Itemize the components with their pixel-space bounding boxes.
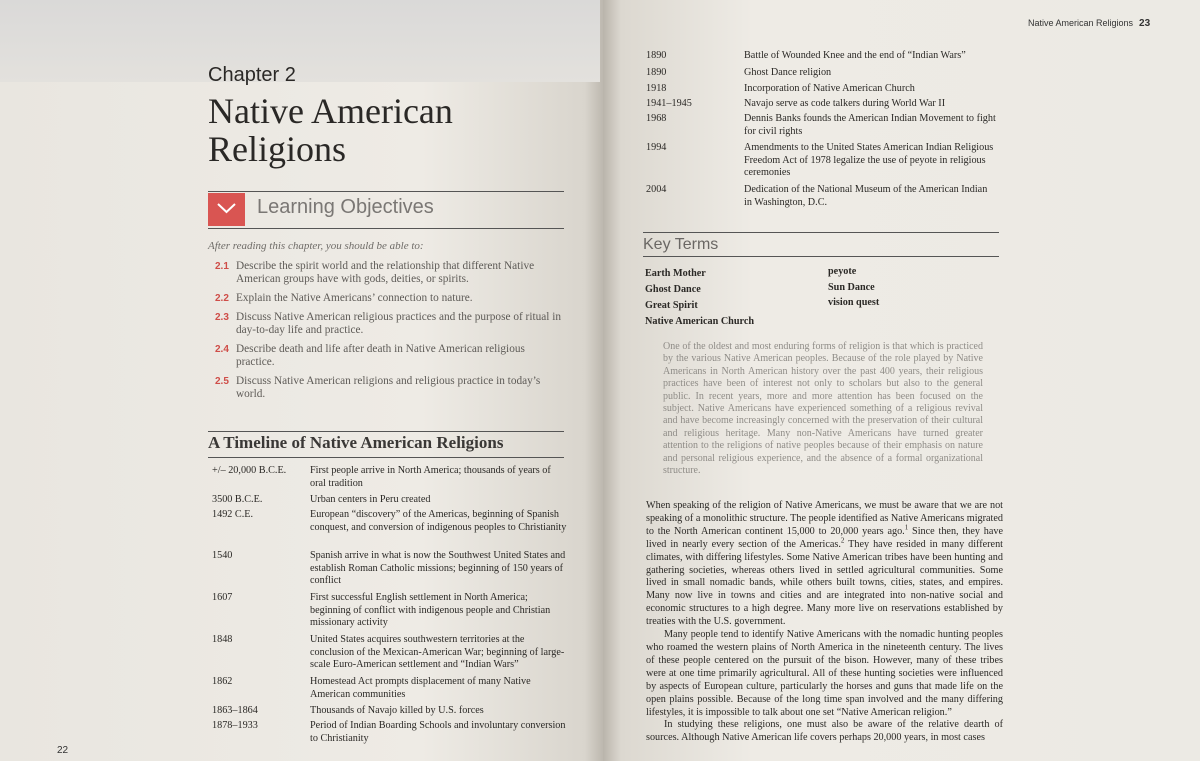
timeline-row [212, 634, 567, 672]
timeline-event: First people arrive in North America; thousands of years of oral tradition [310, 465, 551, 489]
key-term: Earth Mother [645, 268, 706, 279]
body-text-run: They have resided in many different climates, with differing lifestyles. Some Native American tribes have been hunting and gathering societies, whereas others lived in settled agricultural communities. Some lived in small nomadic bands, while others built towns, cities, states, and empires. Many now live in towns and cities and are integrated into non-native social and economic structures to a high degree. Many more live on reservations established by treaties with the U.S. government. [646, 538, 1004, 628]
timeline-date: 1540 [212, 550, 233, 561]
timeline-date: 1918 [646, 83, 667, 94]
timeline-date: 1968 [646, 113, 667, 124]
timeline-event: Thousands of Navajo killed by U.S. forces [310, 705, 484, 716]
timeline-event: Navajo serve as code talkers during World War II [744, 98, 946, 109]
timeline-date: 1890 [646, 50, 667, 61]
timeline-row [212, 550, 567, 588]
objective-text: Discuss Native American religious practices and the purpose of ritual in day-to-day life and practice. [236, 311, 562, 336]
timeline-event: Incorporation of Native American Church [744, 83, 915, 94]
timeline-date: +/– 20,000 B.C.E. [212, 465, 287, 476]
timeline-row [212, 494, 567, 507]
timeline-heading: A Timeline of Native American Religions [208, 433, 504, 452]
key-term: vision quest [828, 297, 880, 308]
timeline-date: 1941–1945 [646, 98, 692, 109]
timeline-date: 3500 B.C.E. [212, 494, 263, 505]
right-page [603, 0, 1200, 761]
key-terms-heading: Key Terms [643, 236, 719, 253]
timeline-row [212, 676, 567, 701]
timeline-event: Dedication of the National Museum of the American Indian in Washington, D.C. [744, 184, 988, 208]
objective-number: 2.4 [215, 344, 229, 355]
objective-number: 2.2 [215, 293, 229, 304]
objective-item [215, 292, 565, 305]
objective-text: Discuss Native American religions and religious practice in today’s world. [236, 375, 541, 400]
intro-paragraph: One of the oldest and most enduring forms of religion is that which is practiced by the various Native American peoples. Because of the role played by Native Americans in North American history over the past 400 years, their religious practices have been of interest not only to scholars but also to the general public. In recent years, more and more attention has been focused on the subject. Native Americans have experienced something of a religious revival and have become increasingly concerned with the preservation of their cultural and religious heritage. Many non-Native Americans have turned greater attention to the religions of native peoples because of their emphasis on nature and personal religious experience, and the absence of a formal organizational structure. [663, 341, 983, 477]
page-number: 23 [1139, 18, 1151, 29]
timeline-top-rule [208, 431, 564, 432]
timeline-row [646, 67, 996, 80]
timeline-event: Urban centers in Peru created [310, 494, 431, 505]
timeline-row [212, 465, 567, 490]
timeline-row [646, 50, 996, 63]
key-term: Great Spirit [645, 300, 698, 311]
timeline-date: 1862 [212, 676, 233, 687]
timeline-event: Dennis Banks founds the American Indian Movement to fight for civil rights [744, 113, 996, 137]
timeline-date: 1848 [212, 634, 233, 645]
footnote-ref: 1 [904, 523, 909, 532]
objective-text: Describe death and life after death in Native American religious practice. [236, 343, 525, 368]
footnote-ref: 2 [840, 536, 845, 545]
timeline-event: First successful English settlement in North America; beginning of conflict with indigenous people and Christian missionary activity [310, 592, 551, 628]
key-term: peyote [828, 266, 857, 277]
timeline-event: Period of Indian Boarding Schools and involuntary conversion to Christianity [310, 720, 566, 744]
timeline-row [212, 592, 567, 630]
objectives-check-box [208, 193, 245, 226]
timeline-date: 1863–1864 [212, 705, 258, 716]
chapter-label: Chapter 2 [208, 64, 296, 86]
timeline-row [646, 98, 996, 111]
page-number: 22 [57, 745, 69, 756]
timeline-row [212, 720, 567, 745]
objective-item [215, 375, 565, 401]
objective-number: 2.5 [215, 376, 229, 387]
running-head-title: Native American Religions [1028, 18, 1134, 28]
key-terms-top-rule [643, 232, 999, 233]
body-text-run: When speaking of the religion of Native Americans, we must be aware that we are not speaking of a monolithic structure. The people identified as Native Americans migrated to the North American continent 15,000 to 20,000 years ago. [646, 500, 1003, 537]
objectives-top-rule [208, 191, 564, 192]
objective-number: 2.3 [215, 312, 229, 323]
timeline-event: Battle of Wounded Knee and the end of “Indian Wars” [744, 50, 966, 61]
timeline-row [646, 113, 996, 138]
body-paragraph [646, 500, 1003, 629]
timeline-date: 1878–1933 [212, 720, 258, 731]
timeline-date: 1994 [646, 142, 667, 153]
running-head [1028, 18, 1150, 29]
timeline-row [212, 705, 567, 718]
timeline-date: 1607 [212, 592, 233, 603]
timeline-event: Spanish arrive in what is now the Southwest United States and establish Roman Catholic missions; beginning of 150 years of conflict [310, 550, 566, 586]
timeline-bottom-rule [208, 457, 564, 458]
objectives-intro: After reading this chapter, you should be able to: [208, 240, 424, 252]
body-paragraph: In studying these religions, one must also be aware of the relative dearth of sources. Although Native American life covers perhaps 20,000 years, in most cases [646, 719, 1003, 744]
objectives-heading: Learning Objectives [257, 196, 434, 218]
timeline-event: Homestead Act prompts displacement of many Native American communities [310, 676, 531, 700]
key-terms-bottom-rule [643, 256, 999, 257]
body-text-run: Since then, they have lived in nearly every section of the Americas. [646, 525, 1003, 550]
objective-number: 2.1 [215, 261, 229, 272]
timeline-event: United States acquires southwestern territories at the conclusion of the Mexican-American War; beginning of large-scale Euro-American settlement and “Indian Wars” [310, 634, 565, 670]
body-text [646, 500, 1003, 745]
chevron-down-icon [216, 201, 237, 215]
timeline-event: Amendments to the United States American Indian Religious Freedom Act of 1978 legalize the use of peyote in religious ceremonies [744, 142, 994, 178]
objectives-list [215, 260, 565, 407]
key-term: Sun Dance [828, 282, 875, 293]
timeline-event: European “discovery” of the Americas, beginning of Spanish conquest, and conversion of indigenous peoples to Christianity [310, 509, 567, 533]
timeline-event: Ghost Dance religion [744, 67, 832, 78]
body-paragraph: Many people tend to identify Native Americans with the nomadic hunting peoples who roamed the western plains of North America in the nineteenth century. The lives of these people centered on the pursuit of the bison. However, many of these tribes were at one time primarily agricultural. All of these hunting societies were influenced by aspects of European culture, particularly the horses and guns that made life on the open plains possible. Because of the long time span involved and the many differing lifestyles, it is impossible to talk about one set “Native American religion.” [646, 629, 1003, 718]
objective-item [215, 311, 565, 337]
timeline-date: 1890 [646, 67, 667, 78]
key-term: Native American Church [645, 316, 755, 327]
objectives-bottom-rule [208, 228, 564, 229]
timeline-row [646, 142, 996, 180]
objective-text: Describe the spirit world and the relationship that different Native American groups have with gods, deities, or spirits. [236, 260, 535, 285]
key-term: Ghost Dance [645, 284, 701, 295]
objective-text: Explain the Native Americans’ connection to nature. [236, 292, 473, 304]
timeline-date: 1492 C.E. [212, 509, 254, 520]
timeline-row [646, 184, 996, 209]
chapter-title: Native American Religions [208, 91, 453, 169]
timeline-row [646, 83, 996, 96]
header-band [0, 0, 600, 82]
objective-item [215, 260, 565, 286]
timeline-row [212, 509, 567, 534]
objective-item [215, 343, 565, 369]
timeline-date: 2004 [646, 184, 667, 195]
